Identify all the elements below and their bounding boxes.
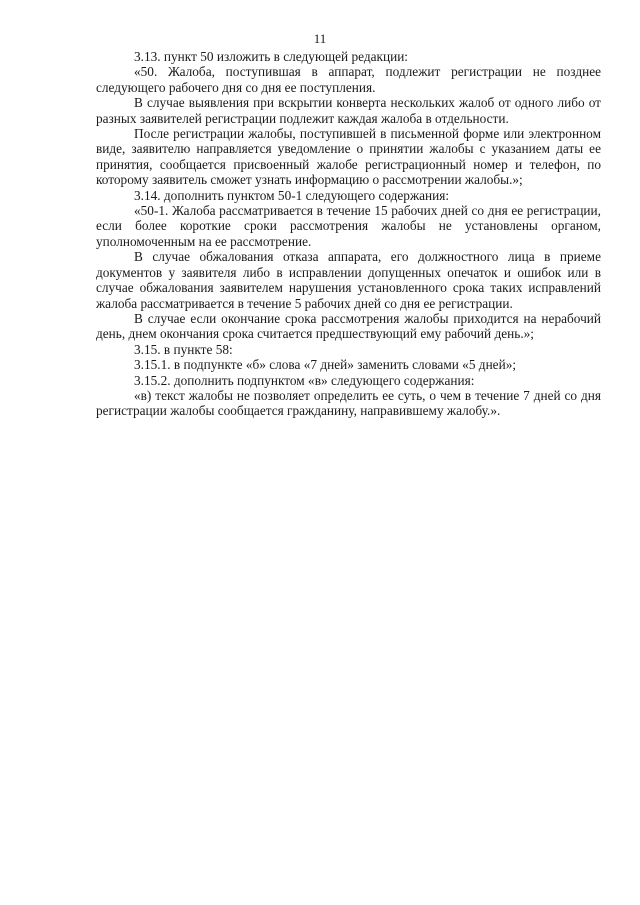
paragraph: «в) текст жалобы не позволяет определить ее суть, о чем в течение 7 дней со дня регистрации жалобы сообщается гражданину, направившему жалобу.».: [96, 387, 601, 419]
paragraph: 3.15. в пункте 58:: [134, 341, 233, 357]
paragraph: 3.15.1. в подпункте «б» слова «7 дней» заменить словами «5 дней»;: [134, 357, 517, 373]
paragraph: «50. Жалоба, поступившая в аппарат, подлежит регистрации не позднее следующего рабочего дня со дня ее поступления.: [96, 64, 601, 95]
paragraph: В случае обжалования отказа аппарата, его должностного лица в приеме документов у заявителя либо в исправлении допущенных опечаток и ошибок или в случае обжалования заявителем нарушения установленного срока таких исправлений жалоба рассматривается в течение 5 рабочих дней со дня ее регистрации.: [96, 249, 601, 311]
paragraph: 3.14. дополнить пунктом 50-1 следующего содержания:: [134, 187, 450, 203]
paragraph: После регистрации жалобы, поступившей в письменной форме или электронном виде, заявителю направляется уведомление о принятии жалобы с указанием даты ее принятия, сообщается присвоенный жалобе регистрационный номер и телефон, по которому заявитель сможет узнать информацию о рассмотрении жалобы.»;: [96, 126, 601, 188]
paragraph: В случае если окончание срока рассмотрения жалобы приходится на нерабочий день, днем окончания срока считается предшествующий ему рабочий день.»;: [96, 310, 601, 342]
paragraph: «50-1. Жалоба рассматривается в течение 15 рабочих дней со дня ее регистрации, если более короткие сроки рассмотрения жалобы не установлены органом, уполномоченным на ее рассмотрение.: [96, 203, 601, 249]
paragraph: 3.15.2. дополнить подпунктом «в» следующего содержания:: [134, 372, 475, 388]
paragraph: 3.13. пункт 50 изложить в следующей редакции:: [134, 49, 409, 64]
paragraph: В случае выявления при вскрытии конверта нескольких жалоб от одного либо от разных заявителей регистрации подлежит каждая жалоба в отдельности.: [96, 95, 601, 126]
document-body: [96, 49, 601, 419]
page-number: 11: [313, 31, 327, 46]
